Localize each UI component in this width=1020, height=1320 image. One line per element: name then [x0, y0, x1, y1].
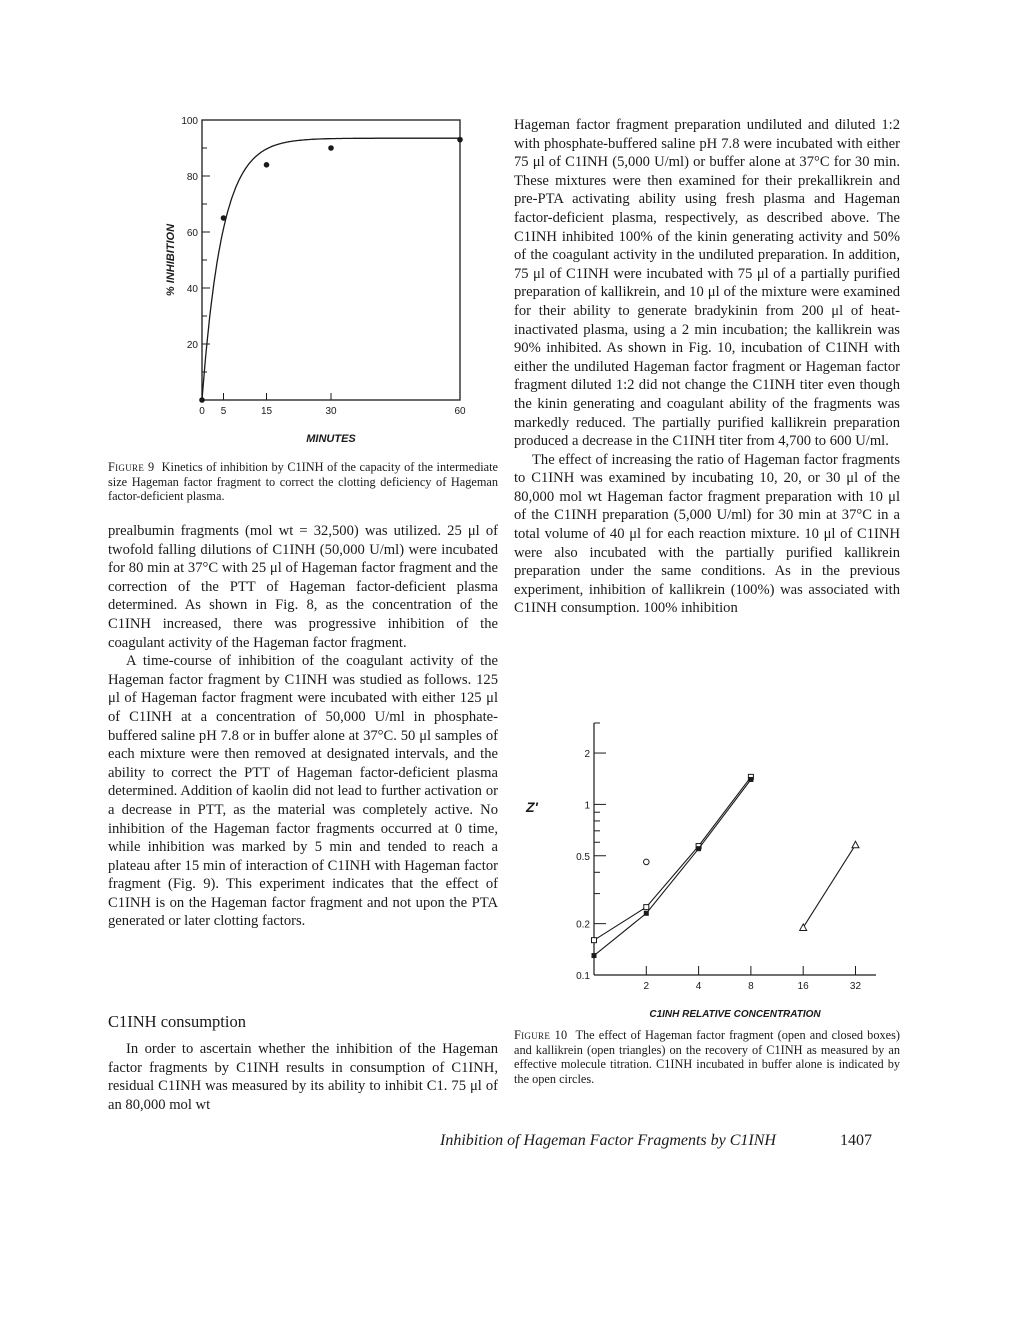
- figure-9-caption-text: Kinetics of inhibition by C1INH of the capacity of the intermediate size Hageman factor fragment to correct the clotting deficiency of Hageman factor-deficient plasma.: [108, 460, 498, 504]
- closed-box-marker: [592, 953, 597, 958]
- y-tick-label: 0.5: [576, 851, 590, 863]
- series-line: [803, 845, 855, 928]
- closed-box-marker: [644, 911, 649, 916]
- series-curve: [202, 138, 460, 400]
- right-column-text: [514, 116, 900, 618]
- running-title: Inhibition of Hageman Factor Fragments by C1INH: [440, 1132, 776, 1149]
- open-circle-marker: [643, 859, 649, 865]
- closed-box-marker: [748, 777, 753, 782]
- x-tick-label: 60: [454, 406, 466, 417]
- open-triangle-marker: [852, 841, 859, 848]
- x-tick-label: 15: [260, 406, 273, 417]
- y-tick-label: 20: [186, 340, 198, 351]
- x-axis-label: MINUTES: [306, 433, 356, 445]
- x-tick-label: 2: [643, 981, 650, 992]
- y-tick-label: 0.1: [576, 971, 590, 982]
- open-triangle-marker: [800, 924, 807, 931]
- paragraph: A time-course of inhibition of the coagulant activity of the Hageman factor fragment by C1INH was studied as follows. 125 μl of Hageman factor fragment were incubated with either 125 μl of C1INH at a concentration of 50,000 U/ml in phosphate-buffered saline pH 7.8 or in buffer alone at 37°C. 50 μl samples of each mixture were then removed at designated intervals, and the ability to correct the PTT of Hageman factor-deficient plasma determined. Addition of kaolin did not lead to further activation or a decrease in PTT, as the material was completely active. No inhibition of the Hageman factor fragments occurred at 0 time, while inhibition was marked by 5 min and tended to reach a plateau after 15 min of interaction of C1INH with Hageman factor fragment (Fig. 9). This experiment indicates that the effect of C1INH is on the Hageman factor fragment and not upon the PTA generated or later clotting factors.: [108, 653, 498, 930]
- section-heading: [108, 1012, 498, 1032]
- figure-10: [514, 715, 900, 1025]
- x-tick-label: 0: [199, 406, 205, 417]
- figure-10-chart: [514, 715, 900, 1025]
- x-tick-label: 16: [797, 981, 809, 992]
- figure-9-chart: [140, 100, 500, 450]
- open-box-marker: [592, 938, 597, 943]
- y-tick-label: 1: [584, 800, 590, 812]
- figure-9-caption: [108, 460, 498, 504]
- page-footer: [440, 1132, 910, 1150]
- y-tick-label: 40: [186, 284, 198, 295]
- paragraph: The effect of increasing the ratio of Hageman factor fragments to C1INH was examined by incubating 10, 20, or 30 μl of the 80,000 mol wt Hageman factor fragment preparation with 10 μl of the C1INH preparation (5,000 U/ml) for 30 min at 37°C in a total volume of 40 μl for each reaction mixture. 10 μl of C1INH were also incubated with the partially purified kallikrein preparation under the same conditions. As in the previous experiment, inhibition of kallikrein (100%) was associated with C1INH consumption. 100% inhibition: [514, 451, 900, 617]
- y-tick-label: 0.2: [576, 919, 590, 931]
- y-axis-label: % INHIBITION: [165, 223, 177, 297]
- data-point: [264, 162, 270, 168]
- series-line: [594, 780, 751, 956]
- figure-10-caption: [514, 1028, 900, 1086]
- figure-10-caption-text: The effect of Hageman factor fragment (open and closed boxes) and kallikrein (open triangles) on the recovery of C1INH as measured by an effective molecule titration. C1INH incubated in buffer alone is indicated by the open circles.: [514, 1028, 900, 1086]
- x-tick-label: 32: [849, 981, 862, 992]
- figure-9: [140, 100, 500, 460]
- x-tick-label: 30: [325, 406, 337, 417]
- paragraph: Hageman factor fragment preparation undiluted and diluted 1:2 with phosphate-buffered saline pH 7.8 were incubated with either 75 μl of C1INH (5,000 U/ml) or buffer alone at 37°C for 30 min. These mixtures were then examined for their prekallikrein and pre-PTA activating ability using fresh plasma and Hageman factor-deficient plasma, respectively, as described above. The C1INH inhibited 100% of the kinin generating activity and 50% of the coagulant activity in the undiluted preparation. In addition, 75 μl of C1INH were incubated with 75 μl of a partially purified preparation of kallikrein, and 10 μl of the mixture were examined for their ability to generate bradykinin from 200 μl of heat-inactivated plasma, using a 2 min incubation; the kallikrein was 90% inhibited. As shown in Fig. 10, incubation of C1INH with either the undiluted Hageman factor fragment or Hageman factor fragment diluted 1:2 did not change the C1INH titer even though the kinin generating and coagulant ability of the fragments was markedly reduced. The partially purified kallikrein preparation produced a decrease in the C1INH titer from 4,700 to 600 U/ml.: [514, 117, 900, 450]
- y-axis-label: Z': [526, 799, 538, 816]
- paragraph: prealbumin fragments (mol wt = 32,500) was utilized. 25 μl of twofold falling dilutions of C1INH (50,000 U/ml) were incubated for 80 min at 37°C with 25 μl of Hageman factor fragment and the correction of the PTT of Hageman factor-deficient plasma determined. As shown in Fig. 8, as the concentration of the C1INH increased, there was progressive inhibition of the coagulant activity of the Hageman factor fragment.: [108, 523, 498, 651]
- open-box-marker: [644, 905, 649, 910]
- x-tick-label: 8: [748, 981, 754, 992]
- plot-frame: [202, 120, 460, 400]
- x-axis-label: C1INH RELATIVE CONCENTRATION: [649, 1009, 821, 1020]
- y-tick-label: 100: [181, 116, 198, 127]
- y-tick-label: 60: [186, 228, 198, 239]
- series-line: [594, 777, 751, 940]
- section-heading-text: C1INH consumption: [108, 1012, 246, 1031]
- page-number: 1407: [840, 1132, 872, 1149]
- figure-9-caption-label: Figure 9: [108, 460, 155, 474]
- data-point: [328, 145, 334, 151]
- paragraph: In order to ascertain whether the inhibition of the Hageman factor fragments by C1INH results in consumption of C1INH, residual C1INH was measured by its ability to inhibit C1. 75 μl of an 80,000 mol wt: [108, 1041, 498, 1113]
- data-point: [221, 215, 227, 221]
- y-tick-label: 2: [584, 749, 590, 761]
- figure-10-caption-label: Figure 10: [514, 1028, 568, 1042]
- left-column-text: [108, 522, 498, 931]
- x-tick-label: 4: [695, 981, 702, 992]
- section-body: [108, 1040, 498, 1114]
- data-point: [199, 397, 205, 403]
- x-tick-label: 5: [220, 406, 227, 417]
- closed-box-marker: [696, 846, 701, 851]
- y-tick-label: 80: [186, 172, 198, 183]
- data-point: [457, 137, 463, 143]
